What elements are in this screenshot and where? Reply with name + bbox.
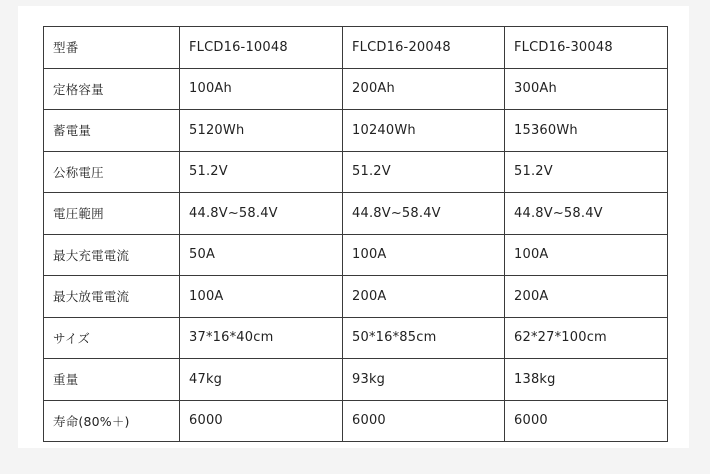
table-cell: 300Ah <box>505 68 668 110</box>
table-cell: 200A <box>343 276 505 318</box>
table-cell: 5120Wh <box>180 110 343 152</box>
table-cell: 100Ah <box>180 68 343 110</box>
table-cell: 138kg <box>505 359 668 401</box>
table-cell: 50*16*85cm <box>343 317 505 359</box>
table-cell: 93kg <box>343 359 505 401</box>
table-cell: 6000 <box>343 400 505 442</box>
table-cell: 6000 <box>180 400 343 442</box>
row-label: 型番 <box>44 27 180 69</box>
table-row <box>44 276 668 318</box>
table-cell: 51.2V <box>505 151 668 193</box>
row-label: 蓄電量 <box>44 110 180 152</box>
table-row <box>44 400 668 442</box>
table-cell: 100A <box>343 234 505 276</box>
spec-table <box>43 26 668 442</box>
table-cell: 62*27*100cm <box>505 317 668 359</box>
table-cell: 50A <box>180 234 343 276</box>
table-row <box>44 27 668 69</box>
table-cell: 44.8V~58.4V <box>343 193 505 235</box>
row-label: 電圧範囲 <box>44 193 180 235</box>
row-label: 公称電圧 <box>44 151 180 193</box>
table-row <box>44 193 668 235</box>
table-cell: 200Ah <box>343 68 505 110</box>
table-row <box>44 234 668 276</box>
table-row <box>44 359 668 401</box>
table-row <box>44 317 668 359</box>
row-label: 重量 <box>44 359 180 401</box>
table-cell: 51.2V <box>343 151 505 193</box>
table-cell: FLCD16-30048 <box>505 27 668 69</box>
table-cell: 10240Wh <box>343 110 505 152</box>
table-row <box>44 151 668 193</box>
row-label: 最大充電電流 <box>44 234 180 276</box>
table-cell: 100A <box>180 276 343 318</box>
table-cell: 37*16*40cm <box>180 317 343 359</box>
table-row <box>44 68 668 110</box>
table-cell: 200A <box>505 276 668 318</box>
table-cell: FLCD16-20048 <box>343 27 505 69</box>
table-cell: FLCD16-10048 <box>180 27 343 69</box>
row-label: 寿命(80%＋) <box>44 400 180 442</box>
table-cell: 47kg <box>180 359 343 401</box>
row-label: 最大放電電流 <box>44 276 180 318</box>
table-row <box>44 110 668 152</box>
table-cell: 51.2V <box>180 151 343 193</box>
table-cell: 15360Wh <box>505 110 668 152</box>
table-cell: 44.8V~58.4V <box>505 193 668 235</box>
row-label: 定格容量 <box>44 68 180 110</box>
table-cell: 100A <box>505 234 668 276</box>
table-cell: 6000 <box>505 400 668 442</box>
row-label: サイズ <box>44 317 180 359</box>
table-cell: 44.8V~58.4V <box>180 193 343 235</box>
